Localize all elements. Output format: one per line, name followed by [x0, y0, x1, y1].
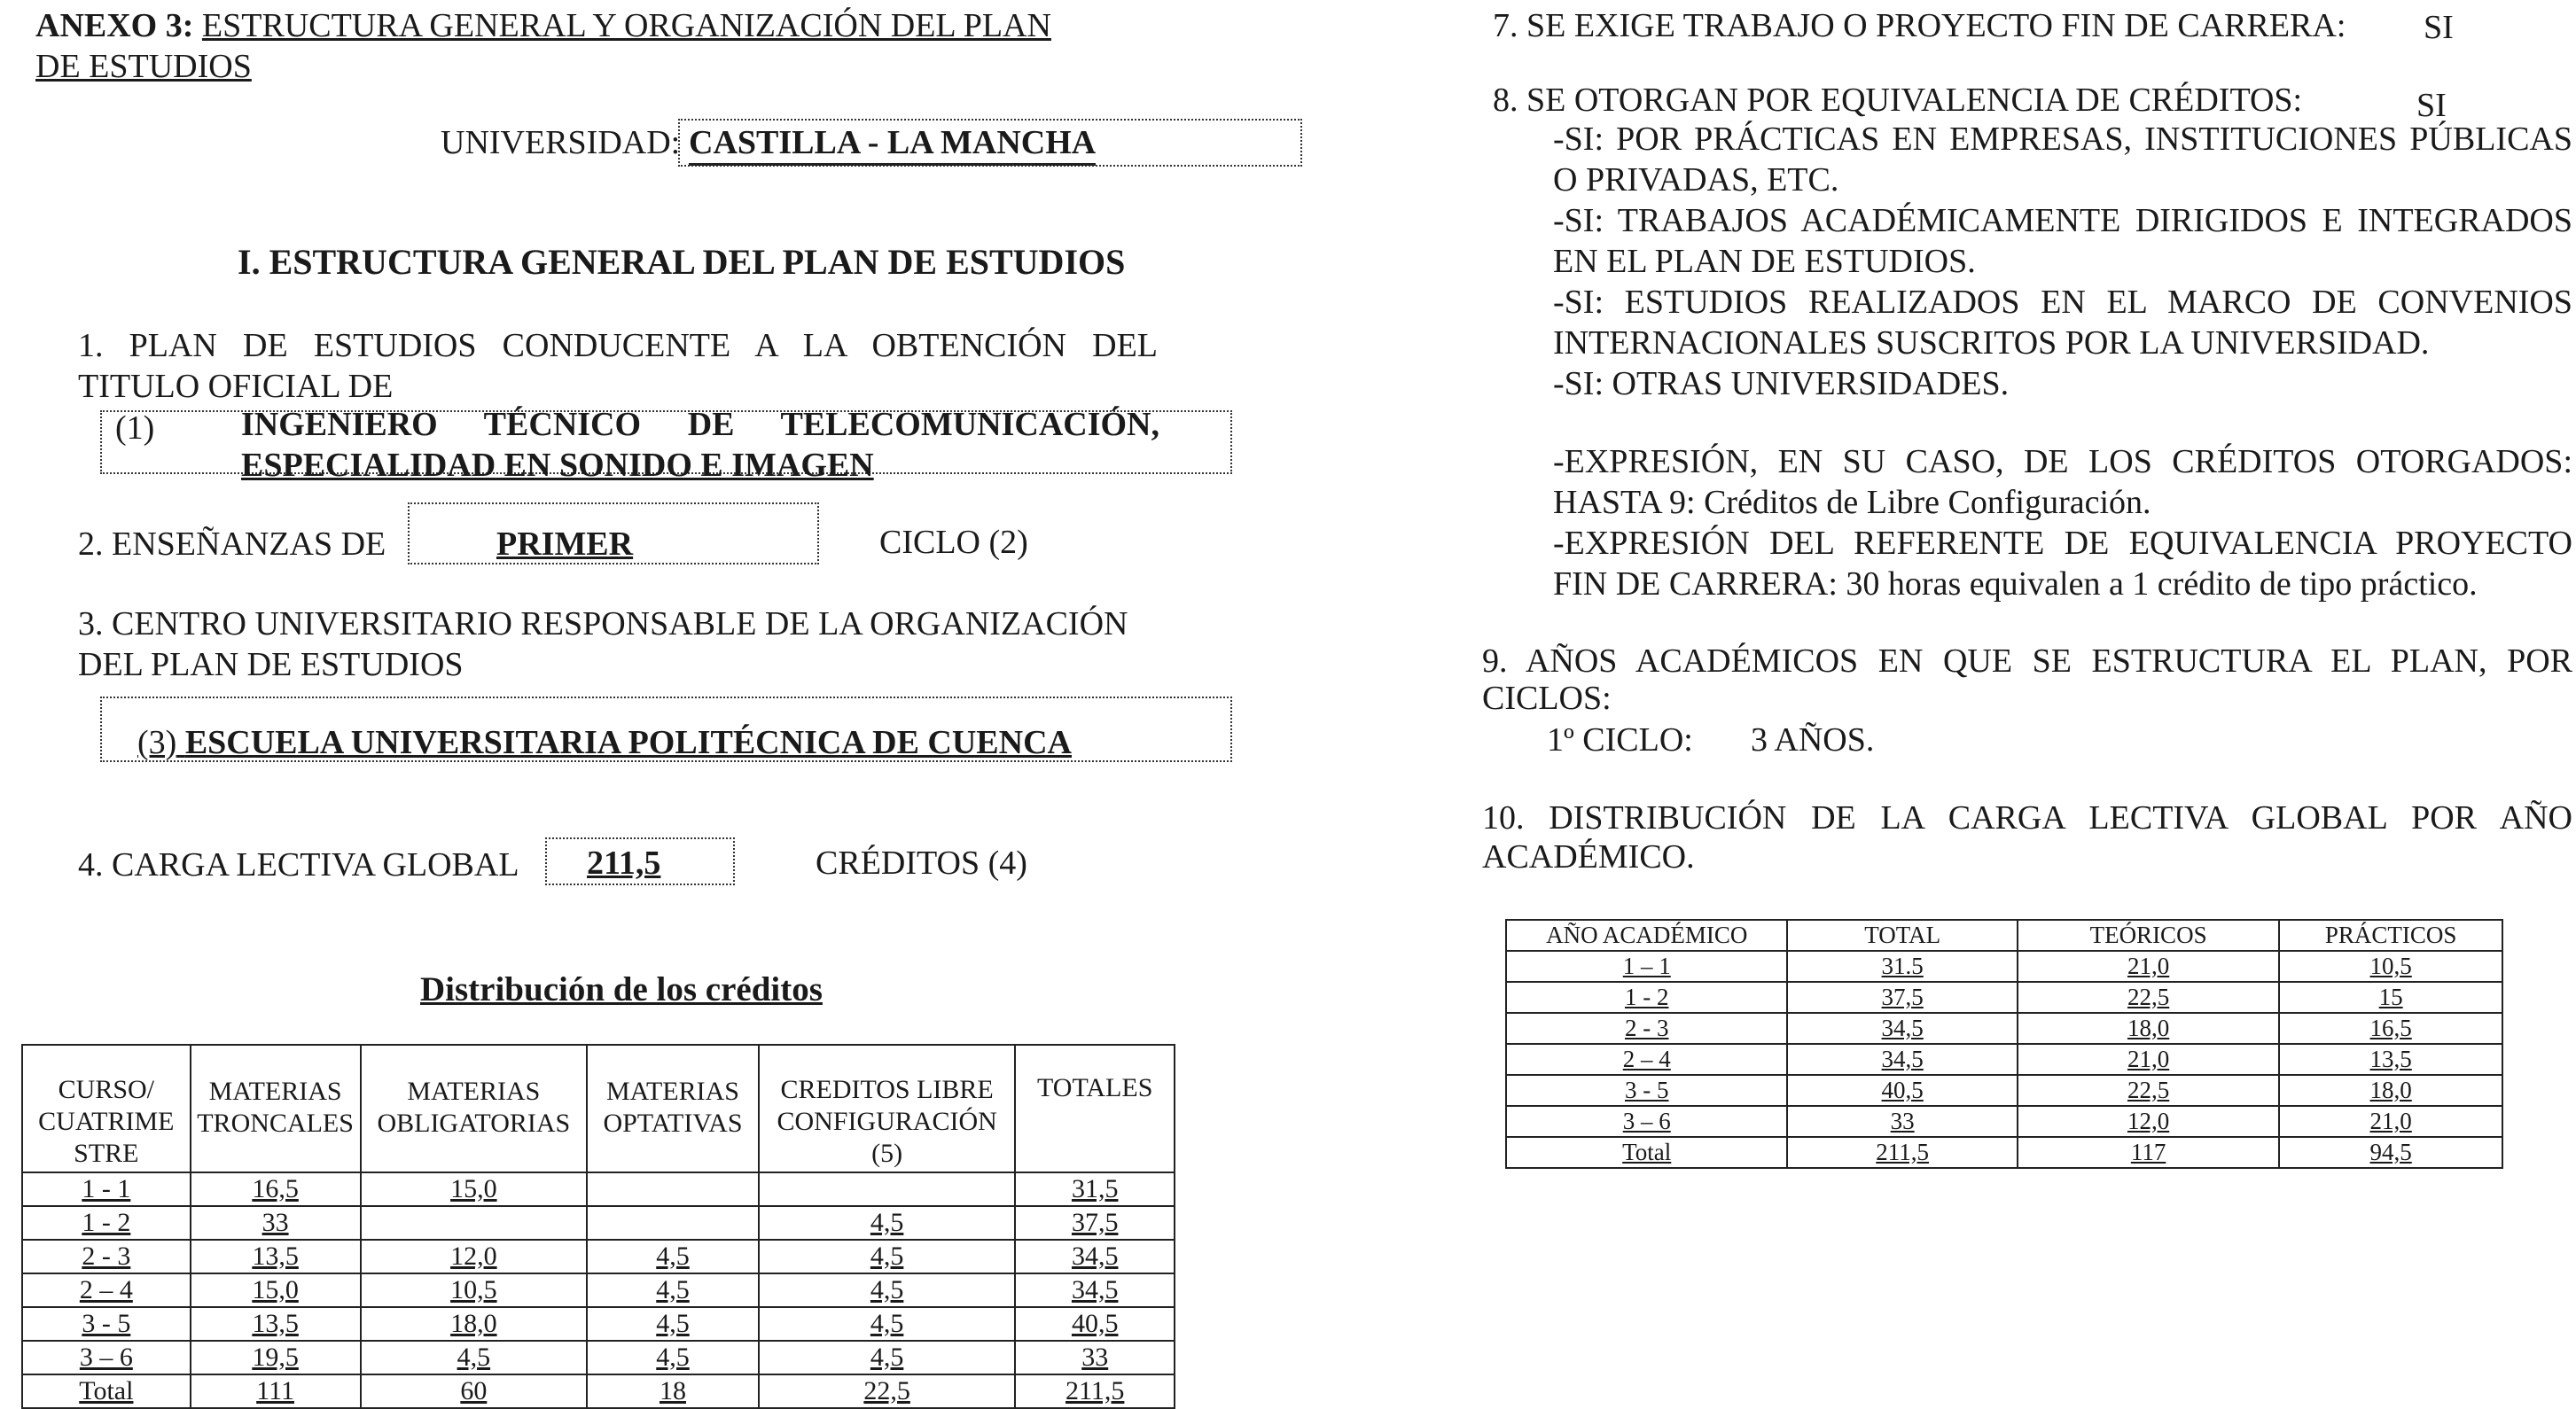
table-cell-value: 13,5: [252, 1309, 299, 1338]
table-cell-value: 33: [262, 1208, 289, 1237]
credits-value: 211,5: [587, 845, 661, 882]
degree-title-line2: ESPECIALIDAD EN SONIDO E IMAGEN: [241, 447, 874, 484]
table-cell: [2279, 1106, 2502, 1137]
table-cell-value: Total: [1622, 1139, 1672, 1165]
center-marker: (3): [137, 724, 177, 761]
expression-project-line1: -EXPRESIÓN DEL REFERENTE DE EQUIVALENCIA PROYECTO: [1553, 525, 2572, 562]
table-cell-value: 10,5: [2369, 953, 2412, 979]
item7-text: 7. SE EXIGE TRABAJO O PROYECTO FIN DE CARRERA:: [1493, 7, 2346, 44]
item4-label: 4. CARGA LECTIVA GLOBAL: [78, 846, 519, 884]
table-cell-value: 3 – 6: [1622, 1108, 1671, 1134]
table-cell-value: 16,5: [2369, 1015, 2412, 1041]
annex-heading: [35, 5, 1051, 46]
item8-line5: -SI: ESTUDIOS REALIZADOS EN EL MARCO DE CONVENIOS: [1553, 284, 2572, 321]
table-cell-value: 4,5: [656, 1275, 690, 1304]
table-cell-value: 21,0: [2127, 953, 2170, 979]
table-cell-value: 1 - 1: [82, 1174, 131, 1203]
table-cell: [1015, 1307, 1175, 1341]
credits-distribution-table: [21, 1044, 1175, 1409]
table-cell-value: 13,5: [2369, 1046, 2412, 1072]
table-cell-value: 12,0: [2127, 1108, 2170, 1134]
table-cell: [361, 1374, 588, 1408]
table-cell-value: 111: [256, 1376, 294, 1405]
table-cell: [587, 1307, 759, 1341]
table-cell-value: 19,5: [252, 1343, 299, 1372]
item1-line2: TITULO OFICIAL DE: [78, 368, 394, 405]
table-cell: [587, 1206, 759, 1240]
table-cell: [361, 1172, 588, 1206]
expression-project-line2: FIN DE CARRERA: 30 horas equivalen a 1 crédito de tipo práctico.: [1553, 565, 2478, 603]
table-cell: [361, 1341, 588, 1374]
table-cell: [1787, 1106, 2017, 1137]
table-cell-value: 10,5: [450, 1275, 497, 1304]
university-label: UNIVERSIDAD:: [441, 124, 681, 161]
table-cell: [1506, 982, 1787, 1013]
table-cell: [1506, 1137, 1787, 1168]
table-cell: [191, 1240, 361, 1273]
table-cell: [361, 1307, 588, 1341]
table-cell: [2018, 1013, 2279, 1044]
table-cell-value: 4,5: [870, 1275, 904, 1304]
table-cell-value: 2 – 4: [79, 1275, 133, 1304]
table-cell-value: 34,5: [1881, 1015, 1924, 1041]
table-cell-value: 2 – 4: [1622, 1046, 1671, 1072]
table-row: [1506, 951, 2502, 982]
table-cell-value: 3 - 5: [1624, 1077, 1669, 1103]
table-cell: [2018, 1106, 2279, 1137]
section-title: I. ESTRUCTURA GENERAL DEL PLAN DE ESTUDIOS: [238, 242, 1126, 282]
header-cell: AÑO ACADÉMICO: [1506, 920, 1787, 951]
header-cell: CREDITOS LIBRE CONFIGURACIÓN (5): [759, 1045, 1016, 1172]
table-cell: [1015, 1206, 1175, 1240]
item8-line2: O PRIVADAS, ETC.: [1553, 161, 1839, 199]
table-cell-value: 18,0: [2127, 1015, 2170, 1041]
table-cell-value: 34,5: [1071, 1242, 1119, 1271]
annex-title-line2: DE ESTUDIOS: [35, 48, 252, 85]
table-cell-value: 21,0: [2369, 1108, 2412, 1134]
table-cell: [1787, 1137, 2017, 1168]
degree-title-line1: INGENIERO TÉCNICO DE TELECOMUNICACIÓN,: [241, 406, 1159, 443]
table-cell: [1787, 982, 2017, 1013]
item2-suffix: CICLO (2): [879, 524, 1028, 561]
item9-years: 3 AÑOS.: [1751, 721, 1875, 759]
table-cell: [587, 1273, 759, 1307]
item1-line1: 1. PLAN DE ESTUDIOS CONDUCENTE A LA OBTENCIÓN DEL: [78, 327, 1158, 364]
table-cell: [759, 1240, 1016, 1273]
degree-marker: (1): [115, 409, 155, 447]
table-row: [1506, 1013, 2502, 1044]
table-cell: [191, 1172, 361, 1206]
table-cell: [22, 1206, 191, 1240]
table-cell: [22, 1374, 191, 1408]
cycle-box: [408, 502, 819, 564]
table-cell-value: 31,5: [1071, 1174, 1119, 1203]
table-row: [22, 1273, 1175, 1307]
header-cell: TEÓRICOS: [2018, 920, 2279, 951]
table-cell: [361, 1240, 588, 1273]
table-cell-value: 4,5: [870, 1309, 904, 1338]
table-cell-value: 4,5: [457, 1343, 491, 1372]
table-cell-value: 1 – 1: [1622, 953, 1671, 979]
item10-line1: 10. DISTRIBUCIÓN DE LA CARGA LECTIVA GLOBAL POR AÑO: [1482, 799, 2572, 837]
table-cell-value: 18: [659, 1376, 686, 1405]
item10-line2: ACADÉMICO.: [1482, 838, 1695, 876]
table-cell-value: 40,5: [1071, 1309, 1119, 1338]
table-cell-value: 2 - 3: [1624, 1015, 1669, 1041]
table-cell: [1787, 951, 2017, 982]
table-cell-value: 1 - 2: [1624, 984, 1669, 1010]
item3-line1: 3. CENTRO UNIVERSITARIO RESPONSABLE DE LA ORGANIZACIÓN: [78, 605, 1128, 642]
table-cell-value: 15,0: [252, 1275, 299, 1304]
header-cell: MATERIAS OBLIGATORIAS: [361, 1045, 588, 1172]
table-cell: [1506, 1013, 1787, 1044]
table-cell-value: 4,5: [870, 1343, 904, 1372]
table-cell: [2018, 1137, 2279, 1168]
table-cell: [587, 1374, 759, 1408]
annual-load-table: [1505, 919, 2503, 1169]
table-cell: [2018, 1075, 2279, 1106]
table-cell: [759, 1273, 1016, 1307]
credits-box: [545, 837, 735, 885]
table-cell-value: 37,5: [1881, 984, 1924, 1010]
table-cell: [2018, 951, 2279, 982]
center-value: ESCUELA UNIVERSITARIA POLITÉCNICA DE CUENCA: [184, 724, 1072, 761]
table-cell-value: 4,5: [870, 1208, 904, 1237]
header-cell: CURSO/ CUATRIME STRE: [22, 1045, 191, 1172]
item8-line6: INTERNACIONALES SUSCRITOS POR LA UNIVERSIDAD.: [1553, 324, 2430, 362]
annex-label: ANEXO 3:: [35, 7, 194, 44]
table-cell: [2279, 951, 2502, 982]
table-cell: [2279, 1075, 2502, 1106]
table-row: [22, 1240, 1175, 1273]
table-cell: [1506, 951, 1787, 982]
table-cell-value: 34,5: [1881, 1046, 1924, 1072]
table-cell: [587, 1172, 759, 1206]
table-row: [22, 1206, 1175, 1240]
annex-title-line1: ESTRUCTURA GENERAL Y ORGANIZACIÓN DEL PLAN: [201, 7, 1051, 44]
table-header-row: [22, 1045, 1175, 1172]
table-row: [1506, 982, 2502, 1013]
table-row: [22, 1374, 1175, 1408]
table-cell-value: 34,5: [1071, 1275, 1119, 1304]
table-cell-value: 117: [2130, 1139, 2166, 1165]
table-cell-value: 33: [1890, 1108, 1915, 1134]
table-cell: [361, 1273, 588, 1307]
table-cell: [22, 1240, 191, 1273]
header-cell: TOTALES: [1015, 1045, 1175, 1172]
item8-value: SI: [2416, 87, 2447, 124]
table-cell: [1015, 1341, 1175, 1374]
table-cell-value: 60: [460, 1376, 488, 1405]
table-cell: [191, 1341, 361, 1374]
item9-line1: 9. AÑOS ACADÉMICOS EN QUE SE ESTRUCTURA EL PLAN, POR: [1482, 642, 2572, 680]
table-cell: [587, 1240, 759, 1273]
table-cell: [191, 1273, 361, 1307]
table-cell: [2279, 1137, 2502, 1168]
table-cell: [1015, 1273, 1175, 1307]
item9-line2: CICLOS:: [1482, 680, 1612, 717]
item2-label: 2. ENSEÑANZAS DE: [78, 525, 386, 563]
table-cell: [759, 1206, 1016, 1240]
table-cell: [1506, 1075, 1787, 1106]
item3-line2: DEL PLAN DE ESTUDIOS: [78, 646, 464, 683]
table-cell-value: 22,5: [2127, 984, 2170, 1010]
table-cell: [1787, 1013, 2017, 1044]
table-cell-value: 12,0: [450, 1242, 497, 1271]
table-cell: [759, 1307, 1016, 1341]
table-row: [1506, 1137, 2502, 1168]
table-cell-value: 2 - 3: [82, 1242, 131, 1271]
table-cell: [1787, 1044, 2017, 1075]
table-cell: [22, 1172, 191, 1206]
table-cell: [191, 1307, 361, 1341]
table-cell-value: 22,5: [2127, 1077, 2170, 1103]
table-cell: [1015, 1240, 1175, 1273]
table-row: [22, 1172, 1175, 1206]
table-cell: [587, 1341, 759, 1374]
item8-line4: EN EL PLAN DE ESTUDIOS.: [1553, 243, 1976, 280]
table-cell: [2018, 982, 2279, 1013]
table-cell-value: 37,5: [1071, 1208, 1119, 1237]
table-cell: [2279, 1044, 2502, 1075]
table-cell: [191, 1206, 361, 1240]
table-cell-value: 4,5: [656, 1343, 690, 1372]
header-cell: PRÁCTICOS: [2279, 920, 2502, 951]
table-header-row: [1506, 920, 2502, 951]
table-cell-value: 3 - 5: [82, 1309, 131, 1338]
table-cell-value: 3 – 6: [79, 1343, 133, 1372]
table-cell-value: 15,0: [450, 1174, 497, 1203]
header-cell: MATERIAS OPTATIVAS: [587, 1045, 759, 1172]
table-cell: [22, 1307, 191, 1341]
table-cell-value: 18,0: [450, 1309, 497, 1338]
table-cell-value: 211,5: [1066, 1376, 1125, 1405]
table-cell-value: 1 - 2: [82, 1208, 131, 1237]
table-cell-value: 31.5: [1881, 953, 1924, 979]
table-cell: [1787, 1075, 2017, 1106]
table-row: [1506, 1106, 2502, 1137]
expression-credits-line2: HASTA 9: Créditos de Libre Configuración.: [1553, 484, 2151, 521]
table-cell: [191, 1374, 361, 1408]
table-cell: [759, 1374, 1016, 1408]
table-cell: [1015, 1172, 1175, 1206]
table-cell-value: 16,5: [252, 1174, 299, 1203]
cycle-value: PRIMER: [496, 525, 634, 563]
table-cell: [759, 1341, 1016, 1374]
header-cell: TOTAL: [1787, 920, 2017, 951]
item4-suffix: CRÉDITOS (4): [816, 845, 1027, 882]
table-cell-value: 4,5: [656, 1242, 690, 1271]
table-cell: [2279, 1013, 2502, 1044]
table-row: [22, 1341, 1175, 1374]
table-cell: [759, 1172, 1016, 1206]
table-cell-value: 94,5: [2369, 1139, 2412, 1165]
item8-text: 8. SE OTORGAN POR EQUIVALENCIA DE CRÉDITOS:: [1493, 82, 2303, 119]
table-cell: [22, 1273, 191, 1307]
table-cell-value: 22,5: [863, 1376, 910, 1405]
table-cell: [22, 1341, 191, 1374]
table-cell-value: 40,5: [1881, 1077, 1924, 1103]
table-cell: [1506, 1044, 1787, 1075]
distribution-title: Distribución de los créditos: [420, 970, 823, 1008]
table-cell-value: 211,5: [1876, 1139, 1930, 1165]
table-cell-value: 4,5: [870, 1242, 904, 1271]
header-cell: MATERIAS TRONCALES: [191, 1045, 361, 1172]
university-box: [678, 119, 1302, 167]
table-cell-value: 4,5: [656, 1309, 690, 1338]
item7-value: SI: [2424, 9, 2454, 46]
table-cell-value: 13,5: [252, 1242, 299, 1271]
table-row: [1506, 1075, 2502, 1106]
table-cell: [2279, 982, 2502, 1013]
item8-line1: -SI: POR PRÁCTICAS EN EMPRESAS, INSTITUCIONES PÚBLICAS: [1553, 121, 2572, 158]
table-cell: [361, 1206, 588, 1240]
table-cell-value: 15: [2378, 984, 2403, 1010]
item8-line7: -SI: OTRAS UNIVERSIDADES.: [1553, 365, 2010, 402]
table-row: [1506, 1044, 2502, 1075]
university-value: CASTILLA - LA MANCHA: [689, 122, 1096, 166]
table-row: [22, 1307, 1175, 1341]
table-cell: [1506, 1106, 1787, 1137]
table-cell-value: 18,0: [2369, 1077, 2412, 1103]
table-cell-value: Total: [79, 1376, 134, 1405]
table-cell: [1015, 1374, 1175, 1408]
table-cell-value: 21,0: [2127, 1046, 2170, 1072]
table-cell: [2018, 1044, 2279, 1075]
center-line: [137, 722, 1072, 763]
expression-credits-line1: -EXPRESIÓN, EN SU CASO, DE LOS CRÉDITOS OTORGADOS:: [1553, 443, 2572, 480]
item9-cycle: 1º CICLO:: [1547, 721, 1693, 759]
table-cell-value: 33: [1081, 1343, 1109, 1372]
item8-line3: -SI: TRABAJOS ACADÉMICAMENTE DIRIGIDOS E INTEGRADOS: [1553, 202, 2572, 239]
